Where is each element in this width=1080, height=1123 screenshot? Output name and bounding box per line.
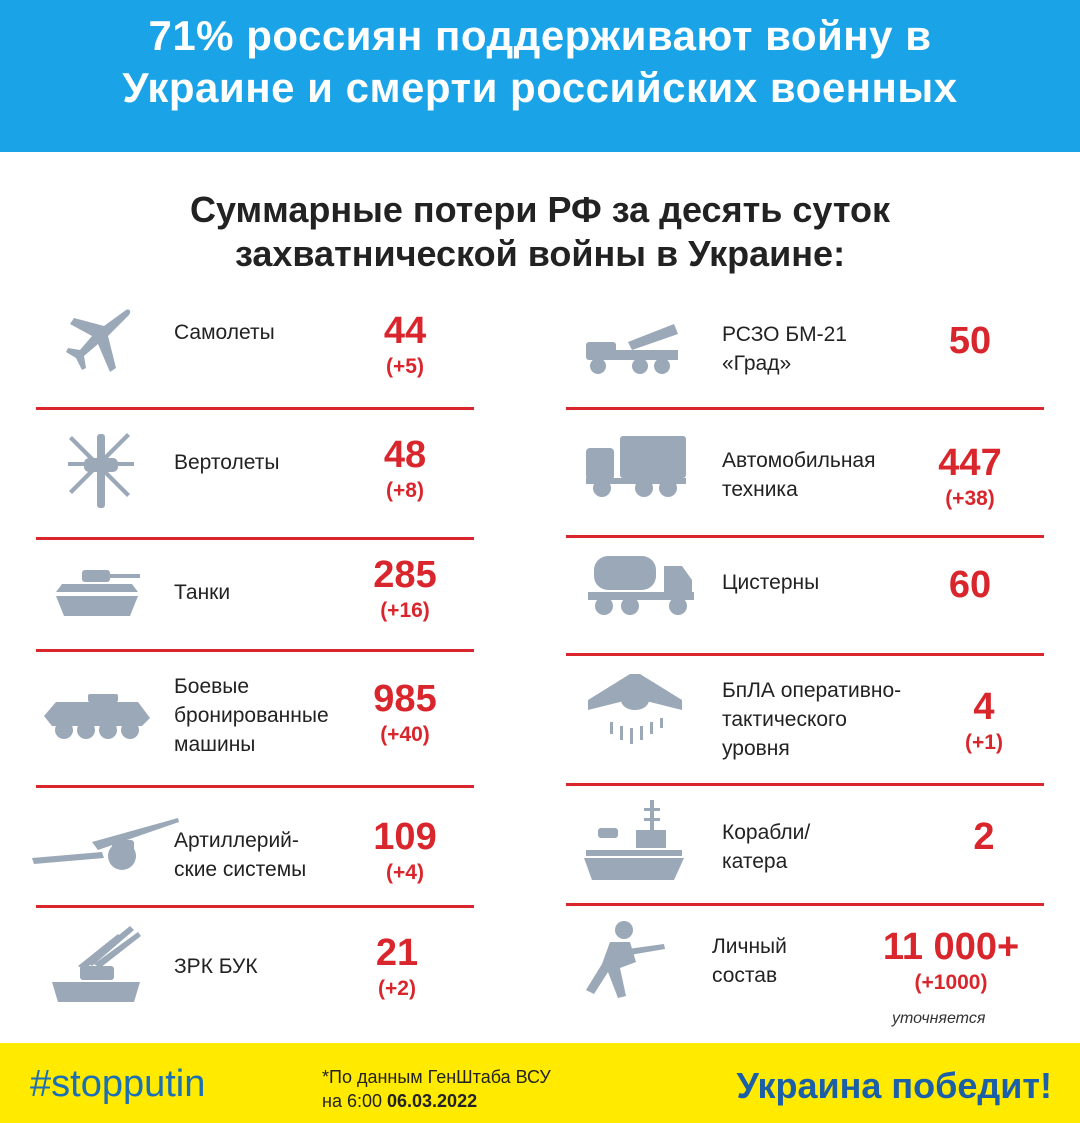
- label-line: Самолеты: [174, 321, 275, 344]
- apc-icon: [42, 692, 152, 742]
- source-date: 06.03.2022: [387, 1091, 478, 1111]
- plane-icon: [64, 306, 134, 376]
- loss-row-tanks: [36, 540, 474, 652]
- source-note: [322, 1065, 551, 1113]
- label-line: Корабли/: [722, 821, 811, 844]
- count-number: 44: [383, 310, 427, 352]
- label-line: Цистерны: [722, 571, 820, 594]
- label-apc: [174, 672, 329, 759]
- value-vehicles: [928, 442, 1012, 514]
- count-number: 4: [973, 686, 995, 728]
- label-grad: [722, 320, 847, 378]
- label-line: РСЗО БМ-21: [722, 323, 847, 346]
- count-number: 11 000+: [882, 926, 1020, 968]
- label-tanks: [174, 578, 230, 607]
- label-vehicles: [722, 446, 875, 504]
- value-drones: [944, 686, 1024, 758]
- loss-row-grad: [566, 300, 1044, 410]
- tank-icon: [52, 568, 142, 620]
- label-line: тактического: [722, 708, 847, 731]
- label-helicopters: [174, 448, 279, 477]
- loss-row-sam: [36, 908, 474, 1020]
- value-apc: [362, 678, 448, 750]
- label-line: ЗРК БУК: [174, 955, 258, 978]
- value-tanks: [362, 554, 448, 626]
- header-line-1: 71% россиян поддерживают войну в: [148, 12, 932, 59]
- label-line: Артиллерий-: [174, 829, 299, 852]
- count-delta: (+1000): [914, 971, 988, 994]
- count-delta: (+8): [386, 479, 424, 502]
- loss-row-ships: [566, 786, 1044, 906]
- count-delta: (+40): [380, 723, 430, 746]
- count-delta: (+2): [378, 977, 416, 1000]
- count-number: 285: [373, 554, 437, 596]
- count-delta: (+16): [380, 599, 430, 622]
- subtitle-line-2: захватнической войны в Украине:: [234, 233, 846, 274]
- count-number: 50: [948, 320, 992, 362]
- loss-row-artillery: [36, 788, 474, 908]
- sam-launcher-icon: [46, 922, 146, 1008]
- artillery-icon: [32, 812, 182, 876]
- label-sam: [174, 952, 258, 981]
- value-sam: [354, 932, 440, 1004]
- count-delta: (+5): [386, 355, 424, 378]
- label-artillery: [174, 826, 306, 884]
- loss-row-personnel: [566, 906, 1044, 1040]
- label-planes: [174, 318, 275, 347]
- label-line: бронированные: [174, 704, 329, 727]
- label-line: уровня: [722, 737, 790, 760]
- count-number: 985: [373, 678, 437, 720]
- count-number: 60: [948, 564, 992, 606]
- loss-row-helicopters: [36, 410, 474, 540]
- value-grad: [930, 320, 1010, 362]
- hashtag: #stopputin: [30, 1063, 206, 1105]
- loss-row-drones: [566, 656, 1044, 786]
- soldier-icon: [580, 920, 666, 1000]
- label-line: техника: [722, 478, 798, 501]
- subtitle-line-1: Суммарные потери РФ за десять суток: [189, 189, 890, 230]
- tanker-icon: [586, 552, 696, 618]
- count-number: 109: [373, 816, 437, 858]
- label-line: Боевые: [174, 675, 250, 698]
- count-number: 447: [938, 442, 1002, 484]
- loss-row-planes: [36, 300, 474, 410]
- value-artillery: [362, 816, 448, 888]
- count-number: 2: [973, 816, 995, 858]
- label-line: ские системы: [174, 858, 307, 881]
- count-number: 48: [383, 434, 427, 476]
- drone-icon: [586, 670, 684, 750]
- count-delta: (+38): [945, 487, 995, 510]
- value-planes: [362, 310, 448, 382]
- count-delta: (+4): [386, 861, 424, 884]
- value-personnel: [864, 926, 1038, 998]
- loss-row-apc: [36, 652, 474, 788]
- header-banner: [0, 0, 1080, 152]
- footer-banner: [0, 1043, 1080, 1123]
- label-line: катера: [722, 850, 788, 873]
- clarification-note: уточняется: [892, 1010, 986, 1027]
- label-line: «Град»: [722, 352, 792, 375]
- label-line: Вертолеты: [174, 451, 280, 474]
- label-line: машины: [174, 733, 256, 756]
- subtitle: [0, 188, 1080, 276]
- label-line: Личный: [712, 935, 787, 958]
- count-number: 21: [375, 932, 419, 974]
- label-tankers: [722, 568, 819, 597]
- value-tankers: [930, 564, 1010, 606]
- label-drones: [722, 676, 901, 763]
- loss-row-vehicles: [566, 410, 1044, 538]
- ship-icon: [582, 798, 686, 884]
- label-line: БпЛА оперативно-: [722, 679, 902, 702]
- slogan: Украина победит!: [736, 1065, 1052, 1106]
- source-line-1: *По данным ГенШтаба ВСУ: [322, 1067, 551, 1087]
- helicopter-icon: [66, 430, 136, 510]
- loss-row-tankers: [566, 538, 1044, 656]
- header-line-2: Украине и смерти российских военных: [122, 64, 958, 111]
- value-helicopters: [362, 434, 448, 506]
- label-line: Автомобильная: [722, 449, 876, 472]
- label-ships: [722, 818, 810, 876]
- label-personnel: [712, 932, 787, 990]
- count-delta: (+1): [965, 731, 1003, 754]
- value-ships: [944, 816, 1024, 858]
- source-time: на 6:00: [322, 1091, 387, 1111]
- source-line-2: [322, 1089, 551, 1113]
- label-line: состав: [712, 964, 778, 987]
- truck-icon: [584, 434, 688, 498]
- rocket-launcher-icon: [582, 320, 682, 378]
- label-line: Танки: [174, 581, 231, 604]
